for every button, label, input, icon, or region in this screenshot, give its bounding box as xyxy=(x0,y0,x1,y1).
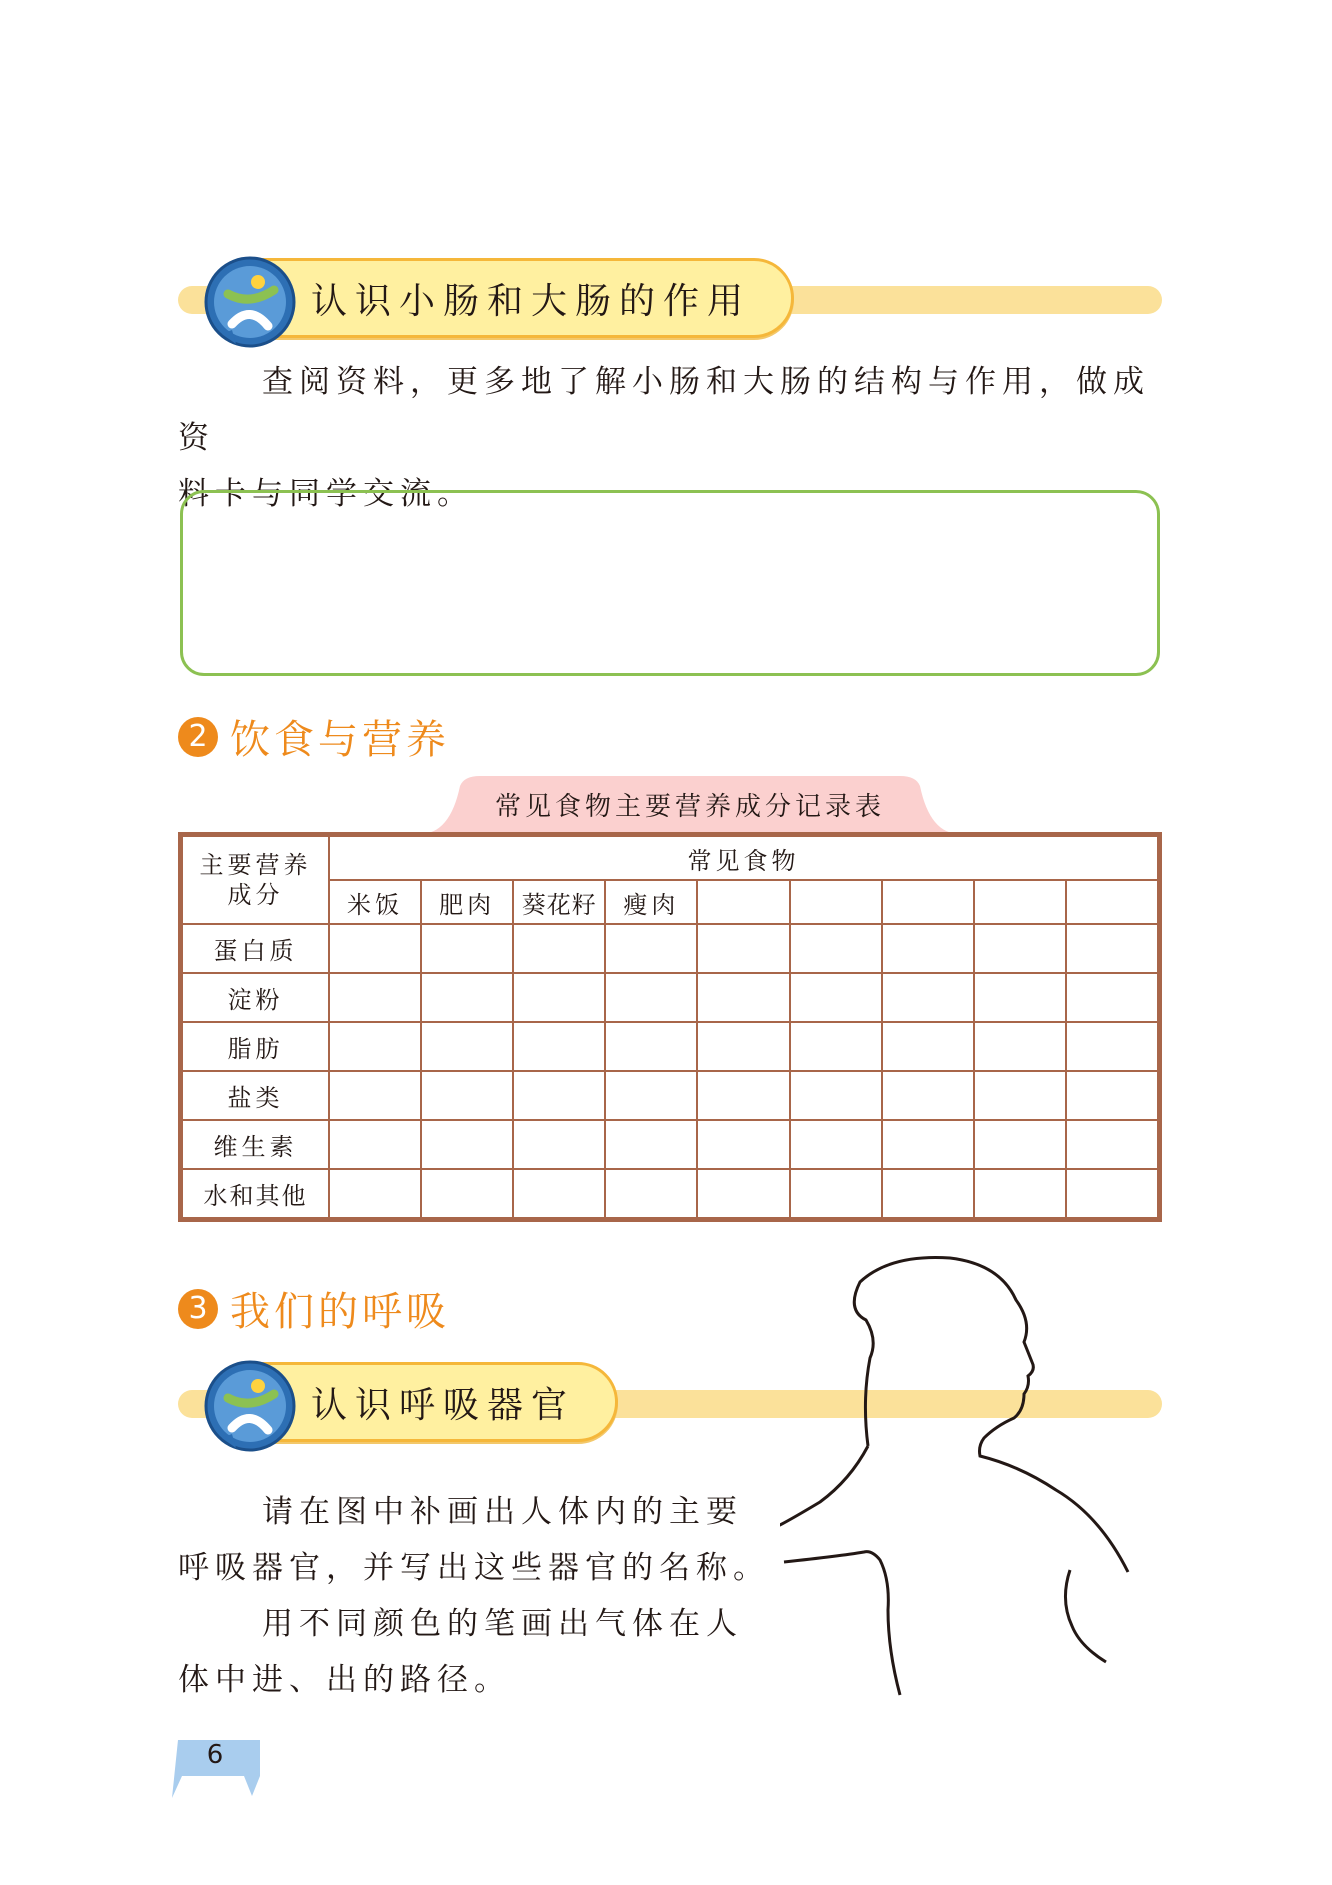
activity-badge-icon xyxy=(202,254,298,350)
table-row xyxy=(182,1071,1158,1120)
corner-line-1: 主要营养 xyxy=(199,851,312,879)
food-header-empty[interactable] xyxy=(974,880,1066,924)
table-cell[interactable] xyxy=(974,1071,1066,1120)
table-cell[interactable] xyxy=(513,973,605,1022)
nutrient-label: 淀粉 xyxy=(182,973,329,1022)
nutrition-table xyxy=(178,832,1162,1222)
table-cell[interactable] xyxy=(605,1120,697,1169)
table-cell[interactable] xyxy=(513,1120,605,1169)
section-title: 我们的呼吸 xyxy=(230,1289,450,1335)
section-title: 饮食与营养 xyxy=(230,717,450,763)
activity2-text-line-1: 请在图中补画出人体内的主要 xyxy=(262,1494,743,1530)
table-cell[interactable] xyxy=(513,924,605,973)
corner-header xyxy=(182,836,329,924)
table-cell[interactable] xyxy=(513,1169,605,1218)
table-row xyxy=(182,1120,1158,1169)
section-3-heading xyxy=(178,1280,450,1337)
table-cell[interactable] xyxy=(329,973,421,1022)
food-header-empty[interactable] xyxy=(882,880,974,924)
table-cell[interactable] xyxy=(421,973,513,1022)
food-header-empty[interactable] xyxy=(790,880,882,924)
table-cell[interactable] xyxy=(882,973,974,1022)
table-cell[interactable] xyxy=(974,1169,1066,1218)
table-cell[interactable] xyxy=(974,1120,1066,1169)
table-cell[interactable] xyxy=(1066,973,1158,1022)
table-cell[interactable] xyxy=(1066,924,1158,973)
activity1-text-line-1: 查阅资料，更多地了解小肠和大肠的结构与作用，做成资 xyxy=(178,364,1150,456)
table-cell[interactable] xyxy=(605,1169,697,1218)
food-header: 肥肉 xyxy=(421,880,513,924)
table-cell[interactable] xyxy=(421,1169,513,1218)
nutrition-table-grid xyxy=(181,835,1159,1219)
nutrient-label: 蛋白质 xyxy=(182,924,329,973)
food-header-empty[interactable] xyxy=(1066,880,1158,924)
table-cell[interactable] xyxy=(882,1120,974,1169)
section-number: 2 xyxy=(178,717,218,757)
food-header: 米饭 xyxy=(329,880,421,924)
activity2-paragraph xyxy=(178,1484,778,1708)
table-row xyxy=(182,973,1158,1022)
section-2-heading xyxy=(178,708,450,765)
table-cell[interactable] xyxy=(697,924,789,973)
table-cell[interactable] xyxy=(513,1022,605,1071)
food-header-empty[interactable] xyxy=(697,880,789,924)
table-cell[interactable] xyxy=(513,1071,605,1120)
table-cell[interactable] xyxy=(697,1169,789,1218)
table-cell[interactable] xyxy=(882,1169,974,1218)
table-cell[interactable] xyxy=(697,1071,789,1120)
food-header: 葵花籽 xyxy=(513,880,605,924)
table-cell[interactable] xyxy=(329,1169,421,1218)
table-cell[interactable] xyxy=(1066,1169,1158,1218)
table-cell[interactable] xyxy=(329,1120,421,1169)
table-cell[interactable] xyxy=(605,1071,697,1120)
table-cell[interactable] xyxy=(329,924,421,973)
page-number: 6 xyxy=(206,1740,224,1770)
table-cell[interactable] xyxy=(421,1022,513,1071)
food-header: 瘦肉 xyxy=(605,880,697,924)
table-cell[interactable] xyxy=(790,1120,882,1169)
activity1-text-line-2: 料卡与同学交流。 xyxy=(178,476,474,512)
corner-line-2: 成分 xyxy=(227,881,284,909)
nutrient-label: 维生素 xyxy=(182,1120,329,1169)
activity-title: 认识呼吸器官 xyxy=(246,1362,618,1442)
table-cell[interactable] xyxy=(790,1169,882,1218)
group-header: 常见食物 xyxy=(329,836,1158,880)
table-caption: 常见食物主要营养成分记录表 xyxy=(494,792,885,822)
table-row xyxy=(182,1169,1158,1218)
table-cell[interactable] xyxy=(697,973,789,1022)
human-silhouette-outline[interactable] xyxy=(780,1250,1180,1710)
table-cell[interactable] xyxy=(421,924,513,973)
table-cell[interactable] xyxy=(1066,1022,1158,1071)
note-box[interactable] xyxy=(180,490,1160,676)
table-cell[interactable] xyxy=(329,1071,421,1120)
table-cell[interactable] xyxy=(605,924,697,973)
activity-badge-icon xyxy=(202,1358,298,1454)
table-cell[interactable] xyxy=(790,924,882,973)
table-row xyxy=(182,1022,1158,1071)
table-cell[interactable] xyxy=(421,1120,513,1169)
table-cell[interactable] xyxy=(605,973,697,1022)
activity2-text-line-2: 呼吸器官，并写出这些器官的名称。 xyxy=(178,1550,770,1586)
table-cell[interactable] xyxy=(1066,1120,1158,1169)
nutrient-label: 盐类 xyxy=(182,1071,329,1120)
activity-title: 认识小肠和大肠的作用 xyxy=(246,258,794,338)
activity-banner-1 xyxy=(178,258,1162,350)
table-cell[interactable] xyxy=(974,1022,1066,1071)
activity2-text-line-4: 体中进、出的路径。 xyxy=(178,1662,511,1698)
table-cell[interactable] xyxy=(697,1022,789,1071)
activity2-text-line-3: 用不同颜色的笔画出气体在人 xyxy=(262,1606,743,1642)
table-cell[interactable] xyxy=(974,924,1066,973)
table-cell[interactable] xyxy=(605,1022,697,1071)
table-header-row xyxy=(182,836,1158,880)
nutrient-label: 脂肪 xyxy=(182,1022,329,1071)
table-cell[interactable] xyxy=(974,973,1066,1022)
table-cell[interactable] xyxy=(882,1071,974,1120)
food-header-row xyxy=(182,880,1158,924)
table-cell[interactable] xyxy=(1066,1071,1158,1120)
table-cell[interactable] xyxy=(790,1071,882,1120)
table-cell[interactable] xyxy=(421,1071,513,1120)
table-cell[interactable] xyxy=(697,1120,789,1169)
nutrient-label: 水和其他 xyxy=(182,1169,329,1218)
table-cell[interactable] xyxy=(790,1022,882,1071)
table-row xyxy=(182,924,1158,973)
table-cell[interactable] xyxy=(882,1022,974,1071)
table-cell[interactable] xyxy=(329,1022,421,1071)
section-number: 3 xyxy=(178,1289,218,1329)
table-cell[interactable] xyxy=(882,924,974,973)
table-cell[interactable] xyxy=(790,973,882,1022)
